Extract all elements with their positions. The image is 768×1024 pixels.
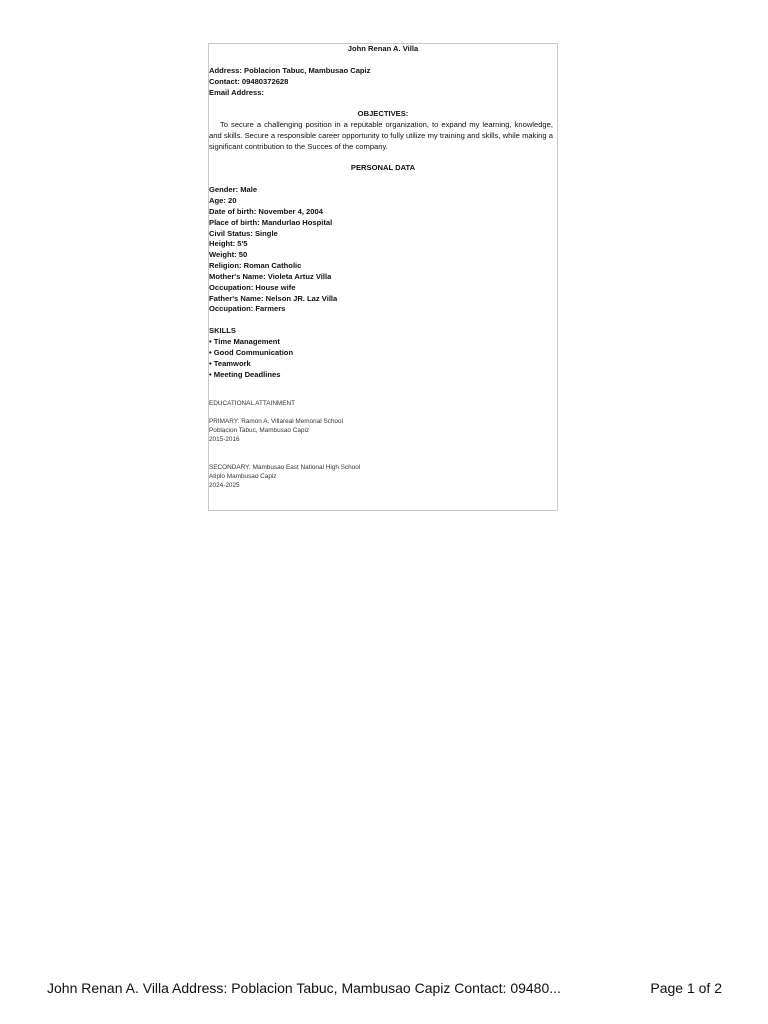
document-footer (0, 968, 768, 1008)
personal-age: Age: 20 (209, 196, 237, 205)
personal-father-name: Father's Name: Nelson JR. Laz Villa (209, 294, 338, 303)
personal-date-of-birth: Date of birth: November 4, 2004 (209, 207, 323, 216)
personal-father-occupation: Occupation: Farmers (209, 304, 286, 313)
resume-name: John Renan A. Villa (347, 44, 419, 53)
primary-school: PRIMARY: Ramon A. Villareal Memorial School (209, 418, 344, 425)
personal-gender: Gender: Male (209, 185, 258, 194)
objectives-heading: OBJECTIVES: (357, 109, 409, 118)
skill-item: • Meeting Deadlines (209, 370, 281, 379)
personal-height: Height: 5'5 (209, 239, 248, 248)
page-indicator: Page 1 of 2 (650, 980, 722, 996)
primary-years: 2015-2016 (209, 436, 240, 443)
objectives-text: To secure a challenging position in a reputable organization, to expand my learning, knowledge, and skills. Secure a responsible career opportunity to fully utilize my training and skills, while making a significant contribution to the Succes of the company. (209, 120, 553, 151)
skill-item: • Teamwork (209, 359, 251, 368)
resume-page (208, 43, 558, 511)
personal-religion: Religion: Roman Catholic (209, 261, 302, 270)
address-line: Address: Poblacion Tabuc, Mambusao Capiz (209, 66, 371, 75)
personal-mother-name: Mother's Name: Violeta Artuz Villa (209, 272, 332, 281)
education-heading: EDUCATIONAL ATTAINMENT (209, 400, 296, 407)
personal-weight: Weight: 50 (209, 250, 248, 259)
skill-item: • Good Communication (209, 348, 294, 357)
primary-location: Poblacion Tabuc, Mambusao Capiz (209, 427, 310, 434)
secondary-school: SECONDARY: Mambusao East National High School (209, 464, 361, 471)
skill-item: • Time Management (209, 337, 280, 346)
contact-line: Contact: 09480372628 (209, 77, 289, 86)
personal-place-of-birth: Place of birth: Mandurlao Hospital (209, 218, 333, 227)
personal-data-heading: PERSONAL DATA (350, 163, 416, 172)
personal-mother-occupation: Occupation: House wife (209, 283, 296, 292)
email-line: Email Address: (209, 88, 265, 97)
personal-civil-status: Civil Status: Single (209, 229, 278, 238)
secondary-years: 2024-2025 (209, 482, 240, 489)
document-title: John Renan A. Villa Address: Poblacion Tabuc, Mambusao Capiz Contact: 09480... (47, 980, 561, 996)
skills-heading: SKILLS (209, 326, 237, 335)
secondary-location: Atiplo Mambusao Capiz (209, 473, 277, 480)
